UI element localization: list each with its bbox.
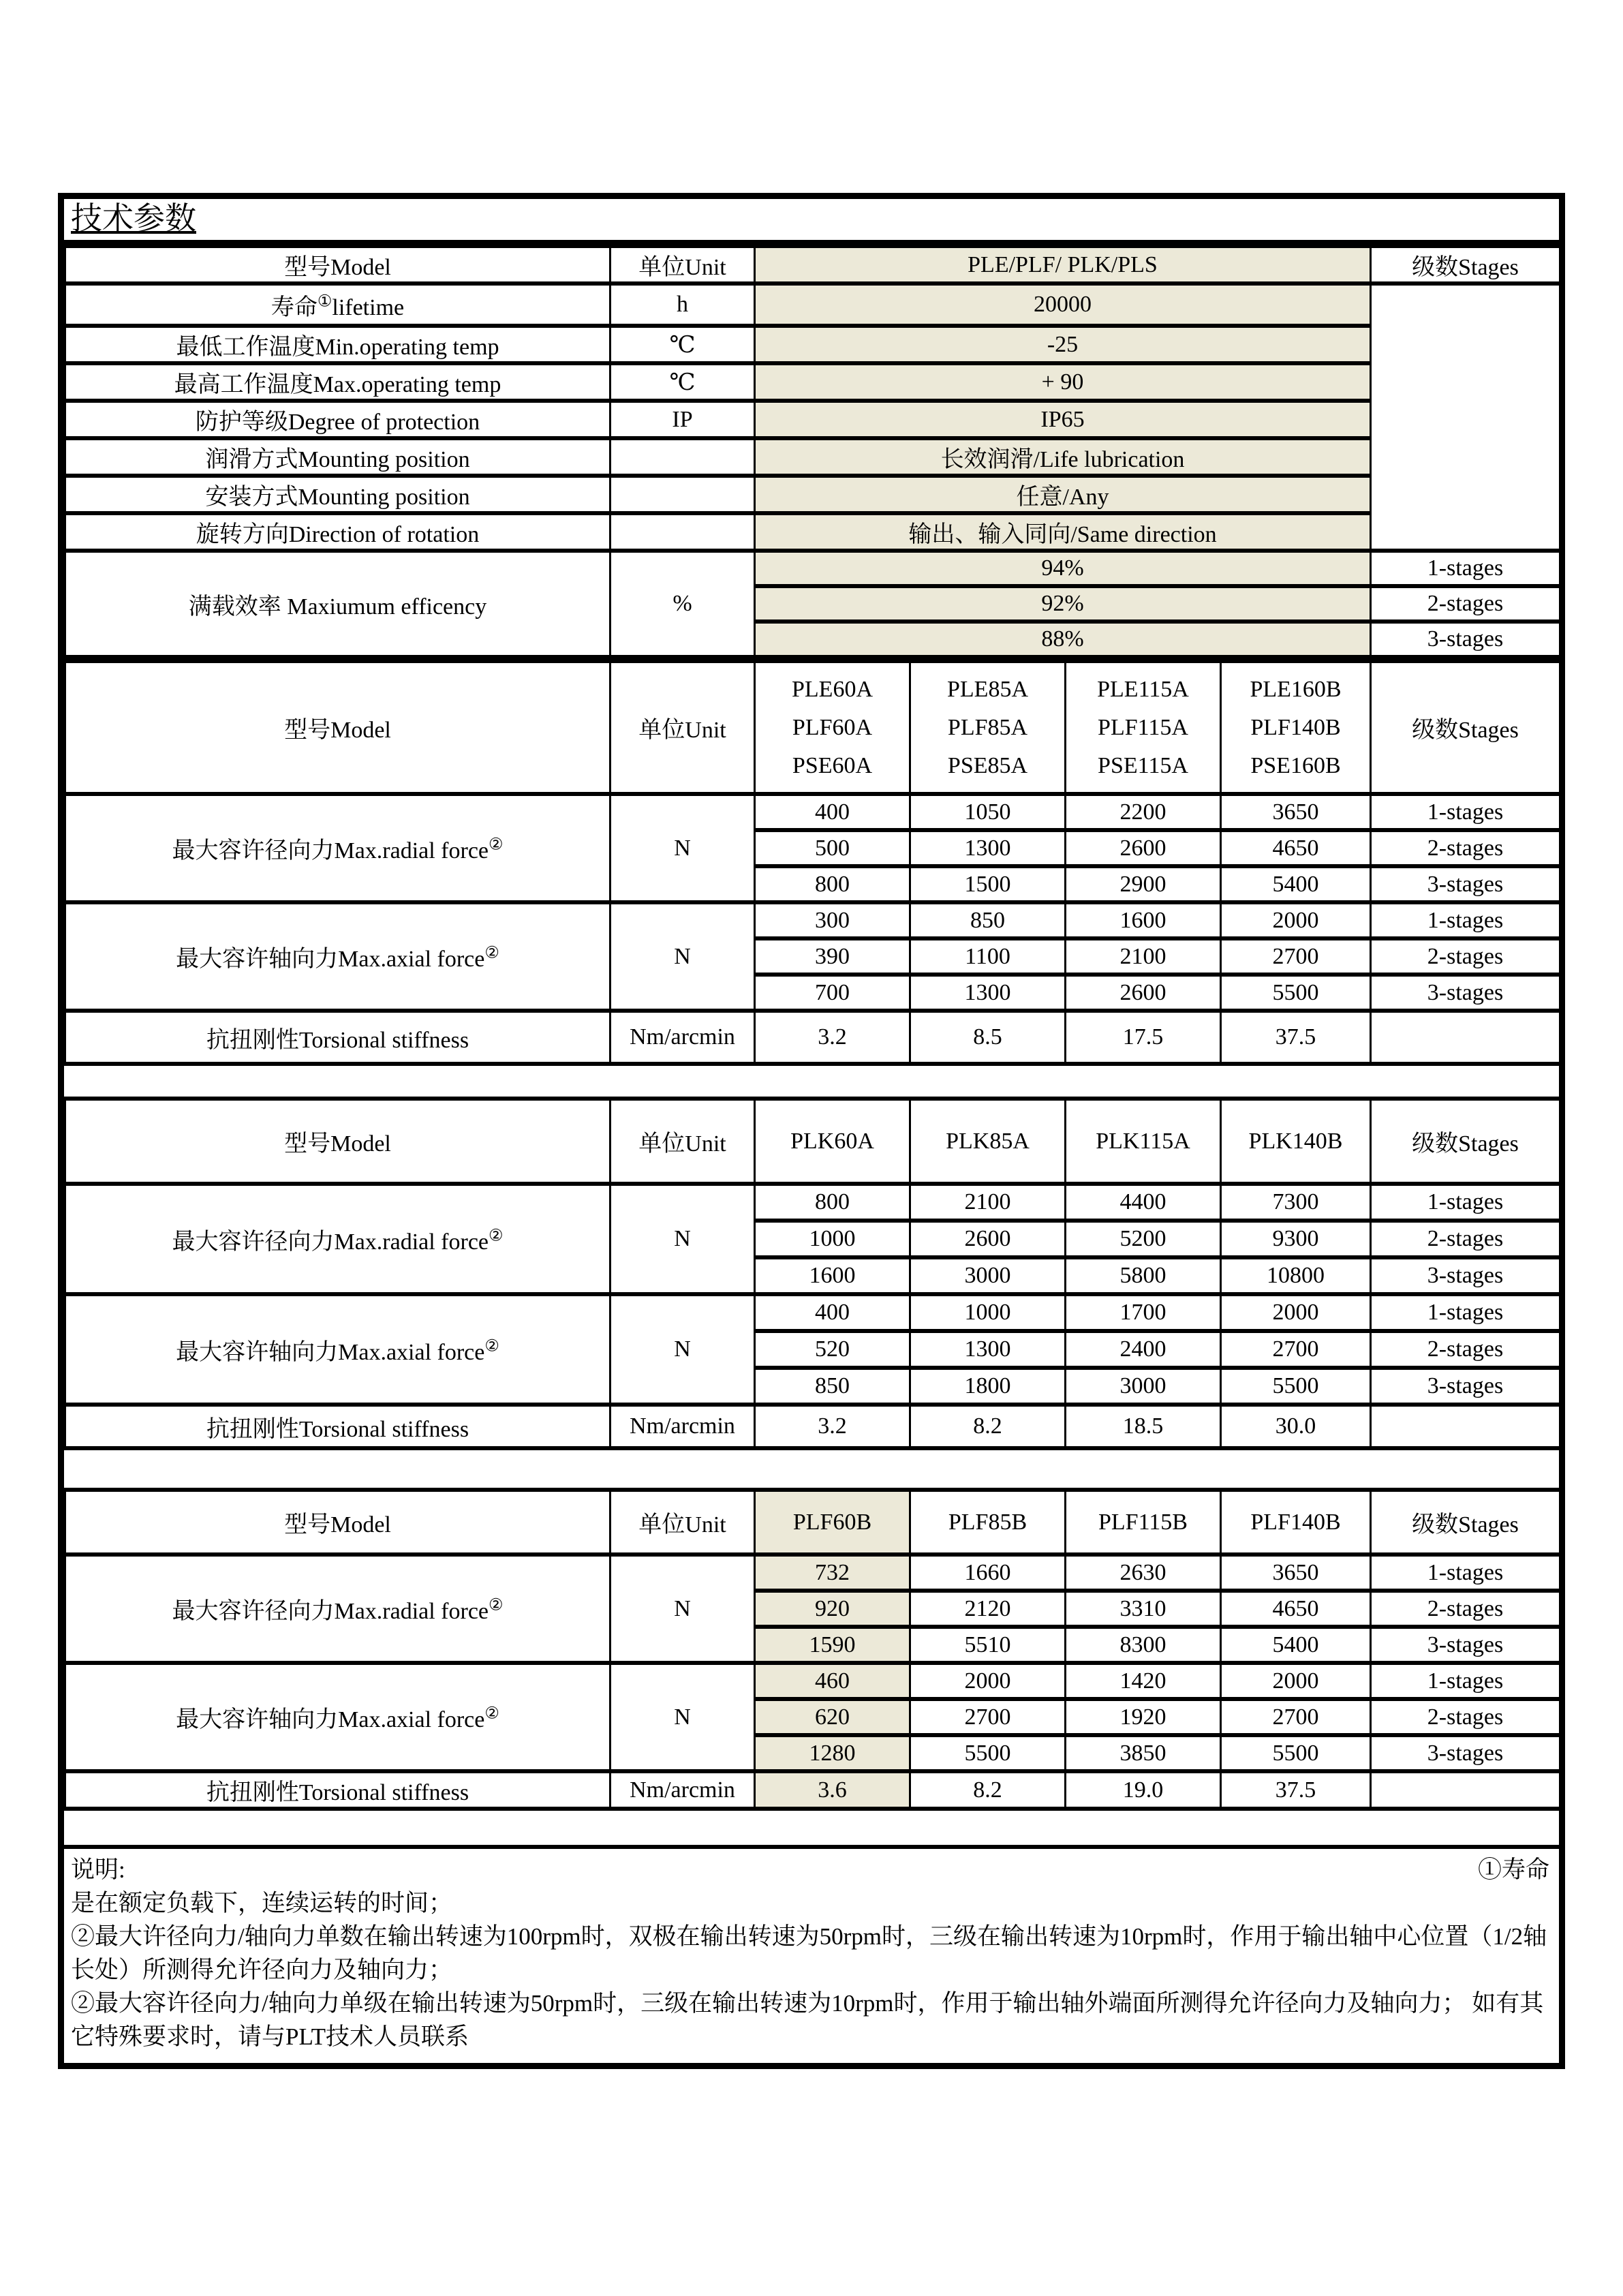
table-cell: 3650 <box>1221 1555 1371 1591</box>
table-cell: 3650 <box>1221 794 1371 830</box>
table-cell: 3850 <box>1066 1735 1221 1771</box>
table-cell: 2700 <box>1221 1699 1371 1735</box>
table-cell <box>1371 1405 1560 1448</box>
table-cell: 3000 <box>910 1257 1066 1294</box>
table-row <box>65 1184 1560 1221</box>
table-cell: 800 <box>755 866 910 902</box>
table-cell: 1-stages <box>1371 551 1560 586</box>
table-cell: 3-stages <box>1371 866 1560 902</box>
table-cell <box>1371 1011 1560 1064</box>
table-cell: 2630 <box>1066 1555 1221 1591</box>
table-cell: 920 <box>755 1591 910 1627</box>
table-row <box>65 513 1560 551</box>
table-cell: 2120 <box>910 1591 1066 1627</box>
table-cell: 防护等级Degree of protection <box>65 401 610 438</box>
table-row <box>65 551 1560 586</box>
table-cell: 4400 <box>1066 1184 1221 1221</box>
table-cell: % <box>610 551 755 657</box>
table-cell: 5800 <box>1066 1257 1221 1294</box>
table-cell: 850 <box>755 1368 910 1405</box>
table-cell: 5500 <box>1221 975 1371 1011</box>
table-cell: 抗扭刚性Torsional stiffness <box>65 1011 610 1064</box>
table-cell: 2400 <box>1066 1331 1221 1368</box>
table-row <box>65 363 1560 401</box>
spec-sheet <box>58 193 1565 2069</box>
table-cell: 1500 <box>910 866 1066 902</box>
table-cell: 37.5 <box>1221 1011 1371 1064</box>
table-cell: 8.5 <box>910 1011 1066 1064</box>
table-cell: 10800 <box>1221 1257 1371 1294</box>
note-line: ②最大许径向力/轴向力单数在输出转速为100rpm时，双极在输出转速为50rpm时，三级在输出转速为10rpm时，作用于输出轴中心位置（1/2轴长处）所测得允许径向力及轴向力； <box>71 1923 1547 1983</box>
table-row <box>65 661 1560 794</box>
header-cell: 型号Model <box>65 1490 610 1555</box>
table-row <box>65 1294 1560 1331</box>
table-cell: 3.2 <box>755 1011 910 1064</box>
table-cell <box>1371 284 1560 551</box>
header-cell: 型号Model <box>65 661 610 794</box>
table-cell: 最大容许径向力Max.radial force② <box>65 1184 610 1294</box>
notes-lines <box>71 1886 1549 2053</box>
table-cell: 5500 <box>1221 1735 1371 1771</box>
table-cell: 2-stages <box>1371 586 1560 622</box>
header-cell: PLF140B <box>1221 1490 1371 1555</box>
table-cell: 2000 <box>1221 902 1371 938</box>
table-cell: 2-stages <box>1371 1591 1560 1627</box>
header-cell: PLF60B <box>755 1490 910 1555</box>
table-cell: 30.0 <box>1221 1405 1371 1448</box>
table-cell: IP <box>610 401 755 438</box>
table-row <box>65 476 1560 513</box>
header-cell: 型号Model <box>65 246 610 284</box>
table-cell: 18.5 <box>1066 1405 1221 1448</box>
table-cell: 2000 <box>1221 1663 1371 1699</box>
table-cell: 1660 <box>910 1555 1066 1591</box>
table-cell: 19.0 <box>1066 1771 1221 1809</box>
table-cell: 620 <box>755 1699 910 1735</box>
table-cell <box>610 513 755 551</box>
table-row <box>65 1405 1560 1448</box>
header-cell: 单位Unit <box>610 1490 755 1555</box>
table-cell: Nm/arcmin <box>610 1405 755 1448</box>
table-cell: 20000 <box>755 284 1371 326</box>
header-cell: 级数Stages <box>1371 1490 1560 1555</box>
table-cell: 3-stages <box>1371 622 1560 657</box>
sheet-title-row <box>64 199 1559 244</box>
table-cell: 抗扭刚性Torsional stiffness <box>65 1771 610 1809</box>
table-cell: 2200 <box>1066 794 1221 830</box>
table-cell: 任意/Any <box>755 476 1371 513</box>
table-cell: ℃ <box>610 326 755 363</box>
header-cell: PLK140B <box>1221 1099 1371 1184</box>
table-row <box>65 794 1560 830</box>
table-separator <box>64 1066 1559 1097</box>
table-cell: 5500 <box>910 1735 1066 1771</box>
table-cell: 3310 <box>1066 1591 1221 1627</box>
table-cell: 700 <box>755 975 910 1011</box>
table-cell: 800 <box>755 1184 910 1221</box>
table-cell: 1600 <box>1066 902 1221 938</box>
header-cell: PLK85A <box>910 1099 1066 1184</box>
table-cell: 最大容许轴向力Max.axial force② <box>65 1663 610 1771</box>
table-cell <box>610 476 755 513</box>
table-cell: 1-stages <box>1371 1663 1560 1699</box>
table-row <box>65 902 1560 938</box>
header-cell: PLE/PLF/ PLK/PLS <box>755 246 1371 284</box>
table-cell: 2-stages <box>1371 1331 1560 1368</box>
table-cell: 满载效率 Maxiumum efficency <box>65 551 610 657</box>
table-row <box>65 1490 1560 1555</box>
table-row <box>65 326 1560 363</box>
table-cell: 850 <box>910 902 1066 938</box>
header-cell: PLE115A PLF115A PSE115A <box>1066 661 1221 794</box>
table-cell: 1920 <box>1066 1699 1221 1735</box>
table-cell: 最大容许径向力Max.radial force② <box>65 794 610 902</box>
table-cell: Nm/arcmin <box>610 1011 755 1064</box>
spec-tables-area <box>64 244 1559 1845</box>
note-line: 是在额定负载下，连续运转的时间； <box>71 1890 453 1916</box>
table-cell: 1590 <box>755 1627 910 1663</box>
table-row <box>65 284 1560 326</box>
header-cell: PLK115A <box>1066 1099 1221 1184</box>
note-line: ②最大容许径向力/轴向力单级在输出转速为50rpm时，三级在输出转速为10rpm时，作用于输出轴外端面所测得允许径向力及轴向力； 如有其它特殊要求时，请与PLT技术人员联系 <box>71 1990 1544 2050</box>
table-cell: 抗扭刚性Torsional stiffness <box>65 1405 610 1448</box>
table-row <box>65 1011 1560 1064</box>
notes-heading: 说明: <box>71 1856 125 1883</box>
table-cell: + 90 <box>755 363 1371 401</box>
table-cell: 1800 <box>910 1368 1066 1405</box>
table-cell: 2100 <box>910 1184 1066 1221</box>
table-cell <box>610 438 755 476</box>
notes-section <box>64 1845 1559 2063</box>
header-cell: PLK60A <box>755 1099 910 1184</box>
plf-b-table <box>64 1488 1561 1811</box>
table-cell: 460 <box>755 1663 910 1699</box>
table-cell: 最低工作温度Min.operating temp <box>65 326 610 363</box>
table-cell: 1300 <box>910 1331 1066 1368</box>
table-cell: 3.2 <box>755 1405 910 1448</box>
header-cell: PLE85A PLF85A PSE85A <box>910 661 1066 794</box>
table-cell: 8300 <box>1066 1627 1221 1663</box>
table-cell: 2700 <box>1221 1331 1371 1368</box>
table-cell: 3-stages <box>1371 975 1560 1011</box>
table-cell: 1-stages <box>1371 1555 1560 1591</box>
lifetime-footnote-marker: ①寿命 <box>1477 1856 1549 1883</box>
plk-table <box>64 1097 1561 1450</box>
table-cell: 1100 <box>910 938 1066 975</box>
table-cell: 5400 <box>1221 1627 1371 1663</box>
table-cell: ℃ <box>610 363 755 401</box>
table-cell: 长效润滑/Life lubrication <box>755 438 1371 476</box>
table-cell: 寿命①lifetime <box>65 284 610 326</box>
table-cell <box>1371 1771 1560 1809</box>
table-cell: 520 <box>755 1331 910 1368</box>
table-cell: 1300 <box>910 830 1066 866</box>
header-cell: 级数Stages <box>1371 246 1560 284</box>
table-cell: 300 <box>755 902 910 938</box>
header-cell: 单位Unit <box>610 1099 755 1184</box>
table-cell: 3-stages <box>1371 1627 1560 1663</box>
header-cell: 级数Stages <box>1371 1099 1560 1184</box>
table-cell: 2600 <box>1066 975 1221 1011</box>
table-cell: 1700 <box>1066 1294 1221 1331</box>
table-cell: 8.2 <box>910 1405 1066 1448</box>
table-cell: 1050 <box>910 794 1066 830</box>
table-cell: 3-stages <box>1371 1368 1560 1405</box>
table-cell: 5200 <box>1066 1221 1221 1257</box>
table-cell: 400 <box>755 794 910 830</box>
table-cell: 3.6 <box>755 1771 910 1809</box>
table-cell: 400 <box>755 1294 910 1331</box>
table-cell: h <box>610 284 755 326</box>
table-cell: 1-stages <box>1371 1184 1560 1221</box>
table-cell: 2-stages <box>1371 1221 1560 1257</box>
table-cell: 最大容许轴向力Max.axial force② <box>65 902 610 1011</box>
table-cell: 500 <box>755 830 910 866</box>
general-params-table <box>64 244 1561 659</box>
table-cell: 2100 <box>1066 938 1221 975</box>
table-cell: 3000 <box>1066 1368 1221 1405</box>
table-cell: 安装方式Mounting position <box>65 476 610 513</box>
table-separator <box>64 1811 1559 1845</box>
table-cell: 4650 <box>1221 830 1371 866</box>
table-cell: 8.2 <box>910 1771 1066 1809</box>
table-cell: Nm/arcmin <box>610 1771 755 1809</box>
table-cell: 2600 <box>1066 830 1221 866</box>
table-cell: 5400 <box>1221 866 1371 902</box>
table-cell: N <box>610 1555 755 1663</box>
table-row <box>65 401 1560 438</box>
table-cell: 9300 <box>1221 1221 1371 1257</box>
table-cell: 2700 <box>910 1699 1066 1735</box>
header-cell: 型号Model <box>65 1099 610 1184</box>
table-cell: 1600 <box>755 1257 910 1294</box>
table-row <box>65 1099 1560 1184</box>
table-cell: N <box>610 1184 755 1294</box>
table-cell: 37.5 <box>1221 1771 1371 1809</box>
table-cell: 1000 <box>755 1221 910 1257</box>
table-cell: 最大容许径向力Max.radial force② <box>65 1555 610 1663</box>
table-cell: 最大容许轴向力Max.axial force② <box>65 1294 610 1405</box>
table-row <box>65 246 1560 284</box>
table-cell: -25 <box>755 326 1371 363</box>
ple-plf-pse-table <box>64 659 1561 1066</box>
table-cell: 1280 <box>755 1735 910 1771</box>
table-cell: 2000 <box>910 1663 1066 1699</box>
table-cell: 3-stages <box>1371 1735 1560 1771</box>
table-separator <box>64 1450 1559 1488</box>
table-cell: 92% <box>755 586 1371 622</box>
table-row <box>65 438 1560 476</box>
table-cell: 2700 <box>1221 938 1371 975</box>
table-cell: 94% <box>755 551 1371 586</box>
header-cell: PLE60A PLF60A PSE60A <box>755 661 910 794</box>
table-cell: 5500 <box>1221 1368 1371 1405</box>
table-cell: 1420 <box>1066 1663 1221 1699</box>
table-cell: 4650 <box>1221 1591 1371 1627</box>
table-cell: 390 <box>755 938 910 975</box>
sheet-title: 技术参数 <box>71 201 196 236</box>
header-cell: PLE160B PLF140B PSE160B <box>1221 661 1371 794</box>
table-cell: 最高工作温度Max.operating temp <box>65 363 610 401</box>
header-cell: PLF115B <box>1066 1490 1221 1555</box>
table-row <box>65 1771 1560 1809</box>
table-cell: 3-stages <box>1371 1257 1560 1294</box>
table-cell: 润滑方式Mounting position <box>65 438 610 476</box>
table-cell: N <box>610 794 755 902</box>
table-cell: 2900 <box>1066 866 1221 902</box>
table-cell: 1-stages <box>1371 902 1560 938</box>
table-cell: N <box>610 1663 755 1771</box>
table-cell: 2-stages <box>1371 1699 1560 1735</box>
table-cell: 5510 <box>910 1627 1066 1663</box>
table-cell: 2000 <box>1221 1294 1371 1331</box>
table-cell: 1-stages <box>1371 1294 1560 1331</box>
table-cell: 2600 <box>910 1221 1066 1257</box>
table-row <box>65 1555 1560 1591</box>
header-cell: PLF85B <box>910 1490 1066 1555</box>
table-cell: 1-stages <box>1371 794 1560 830</box>
table-cell: 1300 <box>910 975 1066 1011</box>
table-cell: N <box>610 902 755 1011</box>
header-cell: 单位Unit <box>610 661 755 794</box>
header-cell: 单位Unit <box>610 246 755 284</box>
table-cell: N <box>610 1294 755 1405</box>
table-cell: 7300 <box>1221 1184 1371 1221</box>
table-cell: 17.5 <box>1066 1011 1221 1064</box>
table-cell: 88% <box>755 622 1371 657</box>
table-cell: 输出、输入同向/Same direction <box>755 513 1371 551</box>
table-cell: 732 <box>755 1555 910 1591</box>
notes-heading-row <box>71 1853 1549 1886</box>
table-cell: 1000 <box>910 1294 1066 1331</box>
table-cell: 2-stages <box>1371 938 1560 975</box>
table-cell: 2-stages <box>1371 830 1560 866</box>
table-cell: 旋转方向Direction of rotation <box>65 513 610 551</box>
table-cell: IP65 <box>755 401 1371 438</box>
header-cell: 级数Stages <box>1371 661 1560 794</box>
table-row <box>65 1663 1560 1699</box>
